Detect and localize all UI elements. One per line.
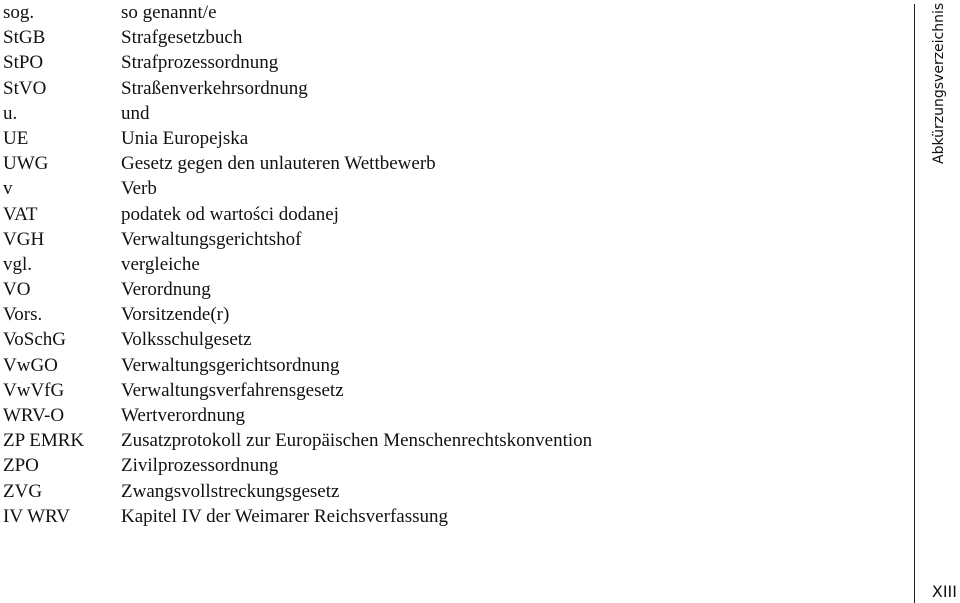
list-item [3, 252, 883, 277]
abbreviation-meaning: Gesetz gegen den unlauteren Wettbewerb [121, 153, 436, 175]
list-item [3, 378, 883, 403]
abbreviation-meaning: Verb [121, 178, 157, 200]
abbreviation: VO [3, 279, 31, 301]
list-item [3, 76, 883, 101]
abbreviation: v [3, 178, 13, 200]
abbreviation: VwVfG [3, 379, 65, 401]
abbreviation-meaning: vergleiche [121, 253, 200, 275]
abbreviation: ZP EMRK [3, 430, 85, 452]
abbreviation-meaning: so genannt/e [121, 2, 217, 23]
abbreviation: UWG [3, 153, 49, 175]
list-item [3, 428, 883, 453]
abbreviation-meaning: Wertverordnung [121, 405, 246, 426]
abbreviation: ZVG [3, 480, 43, 502]
abbreviation: ZPO [3, 455, 39, 477]
abbreviation: VoSchG [3, 329, 66, 351]
abbreviation-meaning: Zivilprozessordnung [121, 455, 279, 477]
list-item [3, 479, 883, 504]
list-item [3, 176, 883, 201]
abbreviation: VwGO [3, 354, 58, 376]
list-item [3, 101, 883, 126]
abbreviation: StVO [3, 77, 47, 99]
list-item [3, 504, 883, 529]
abbreviation: UE [3, 127, 29, 149]
list-item [3, 126, 883, 151]
abbreviation: IV WRV [3, 505, 70, 527]
abbreviation-meaning: und [121, 102, 150, 124]
list-item [3, 25, 883, 50]
abbreviation-meaning: Unia Europejska [121, 127, 249, 149]
abbreviation-meaning: Strafprozessordnung [121, 52, 279, 74]
list-item [3, 227, 883, 252]
abbreviation-meaning: Verwaltungsgerichtsordnung [121, 354, 340, 376]
abbreviation-meaning: Zusatzprotokoll zur Europäischen Menschenrechtskonvention [121, 430, 593, 452]
list-item [3, 403, 883, 428]
abbreviation-meaning: Strafgesetzbuch [121, 27, 243, 49]
list-item [3, 453, 883, 478]
abbreviation: u. [3, 102, 18, 124]
abbreviation-meaning: Straßenverkehrsordnung [121, 77, 308, 99]
abbreviation-meaning: Zwangsvollstreckungsgesetz [121, 480, 340, 502]
abbreviation-meaning: podatek od wartości dodanej [121, 203, 339, 225]
abbreviation-meaning: Verwaltungsgerichtshof [121, 228, 302, 250]
abbreviation: Vors. [3, 304, 43, 326]
abbreviation: StPO [3, 52, 44, 74]
list-item [3, 50, 883, 75]
abbreviation: sog. [3, 2, 35, 23]
list-item [3, 202, 883, 227]
abbreviation: VAT [3, 203, 38, 225]
list-item [3, 151, 883, 176]
margin-rule [914, 4, 915, 603]
list-item [3, 327, 883, 352]
abbreviation-meaning: Kapitel IV der Weimarer Reichsverfassung [121, 505, 448, 527]
list-item [3, 302, 883, 327]
abbreviation-meaning: Verwaltungsverfahrensgesetz [121, 379, 344, 401]
list-item [3, 277, 883, 302]
abbreviation: vgl. [3, 253, 33, 275]
abbreviation: StGB [3, 27, 46, 49]
abbreviation-meaning: Verordnung [121, 279, 211, 301]
abbreviation-meaning: Vorsitzende(r) [121, 304, 230, 326]
list-item [3, 353, 883, 378]
page-number: XIII [931, 582, 957, 601]
list-item [3, 0, 883, 25]
abbreviation-meaning: Volksschulgesetz [121, 329, 252, 351]
abbreviation-list [3, 0, 883, 529]
abbreviation: VGH [3, 228, 45, 250]
abbreviation: WRV-O [3, 405, 65, 426]
section-title: Abkürzungsverzeichnis [931, 2, 947, 164]
